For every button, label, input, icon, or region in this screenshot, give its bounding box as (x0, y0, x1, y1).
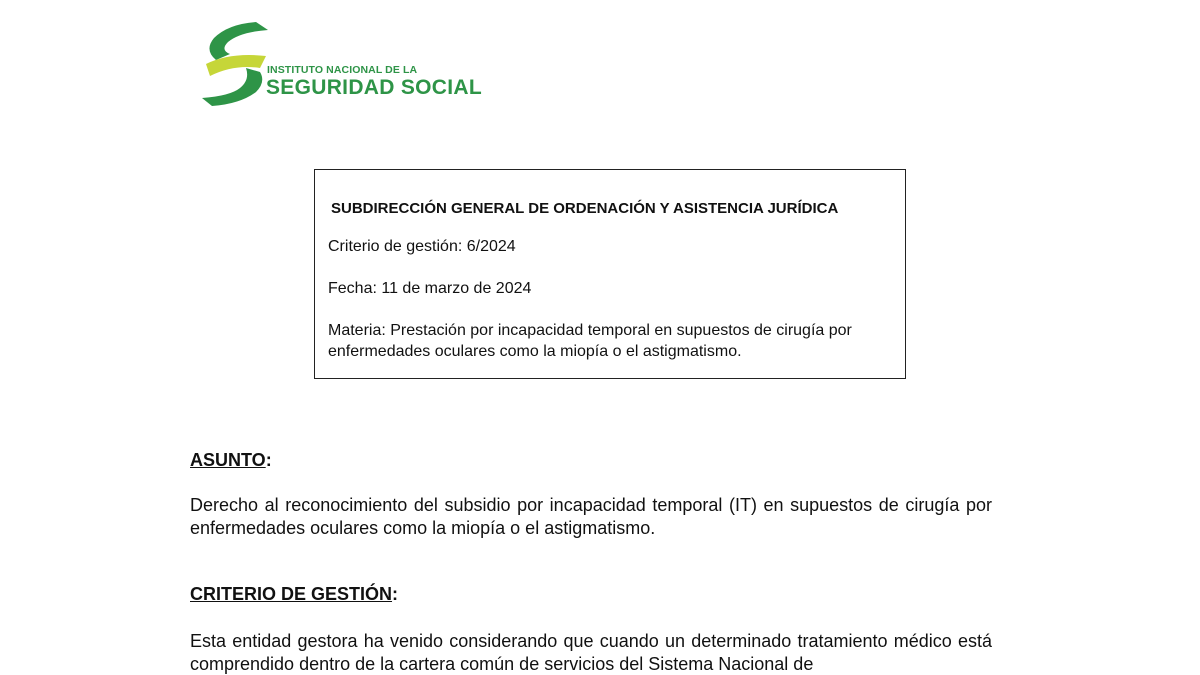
inss-logo (200, 20, 500, 110)
seguridad-social-logo-icon (200, 20, 270, 110)
document-subject: Materia: Prestación por incapacidad temporal en supuestos de cirugía por enfermedades oculares como la miopía o el astigmatismo. (328, 322, 852, 360)
logo-institute-line: INSTITUTO NACIONAL DE LA (267, 64, 418, 76)
criterio-number: Criterio de gestión: 6/2024 (328, 238, 516, 255)
asunto-heading-label: ASUNTO (190, 450, 266, 470)
department-title: SUBDIRECCIÓN GENERAL DE ORDENACIÓN Y ASISTENCIA JURÍDICA (331, 200, 839, 217)
asunto-heading: ASUNTO: (190, 450, 272, 470)
criterio-heading-label: CRITERIO DE GESTIÓN (190, 584, 393, 604)
document-header-box (314, 169, 906, 379)
asunto-text: Derecho al reconocimiento del subsidio por incapacidad temporal (IT) en supuestos de cirugía por enfermedades oculares como la miopía o el astigmatismo. (190, 495, 992, 538)
criterio-heading: CRITERIO DE GESTIÓN: (190, 584, 399, 604)
logo-name-line: SEGURIDAD SOCIAL (266, 76, 482, 99)
document-date: Fecha: 11 de marzo de 2024 (328, 280, 532, 297)
criterio-text: Esta entidad gestora ha venido considerando que cuando un determinado tratamiento médico está comprendido dentro de la cartera común de servicios del Sistema Nacional de (190, 631, 992, 674)
